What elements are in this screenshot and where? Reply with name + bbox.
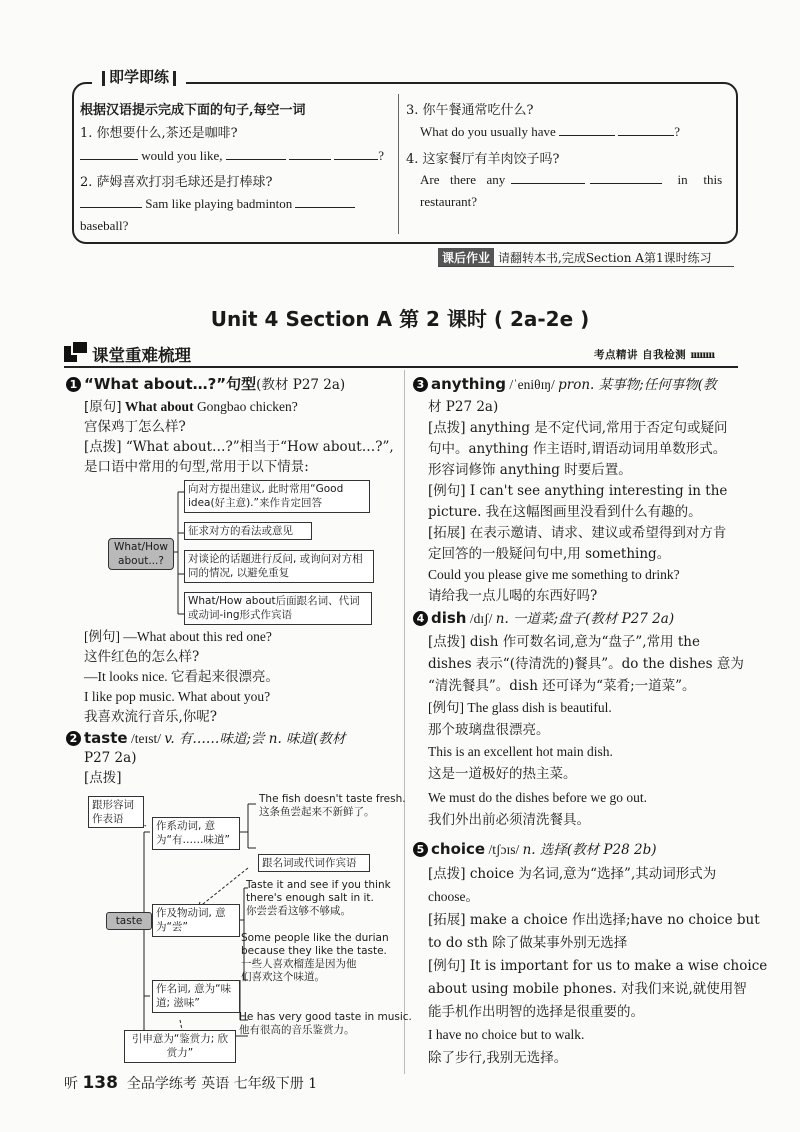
point-3-text: Could you please give me something to drink? — [428, 567, 680, 582]
point-5-heading: 5 choice /tʃɔɪs/ n. 选择(教材 P28 2b) — [413, 840, 656, 859]
point-5-text: to do sth 除了做某事外别无选择 — [428, 935, 628, 951]
answer-blank[interactable] — [334, 147, 378, 160]
point-1-example: I like pop music. What about you? — [84, 689, 271, 704]
diagram-2-box: 作名词, 意为“味道; 滋味” — [152, 980, 240, 1013]
point-1-example: —It looks nice. 它看起来很漂亮。 — [84, 669, 279, 684]
diagram-1-center: What/How about...? — [108, 538, 174, 570]
homework-banner — [438, 248, 712, 267]
point-3-ref: 材 P27 2a) — [428, 399, 499, 415]
column-divider — [404, 370, 405, 1074]
diagram-2-example: 他有很高的音乐鉴赏力。 — [239, 1024, 355, 1036]
answer-blank[interactable] — [226, 147, 286, 160]
point-1-text: 是口语中常用的句型,常用于以下情景: — [84, 459, 309, 475]
point-4-text: 这是一道极好的热主菜。 — [428, 766, 577, 782]
exercise-q1-zh: 1. 你想要什么,茶还是咖啡? — [80, 126, 238, 141]
section-rule — [64, 366, 738, 368]
point-4-text: [例句] The glass dish is beautiful. — [428, 700, 612, 715]
diagram-2-example: He has very good taste in music. — [239, 1011, 412, 1023]
point-3-text: 句中。anything 作主语时,谓语动词用单数形式。 — [428, 441, 727, 457]
diagram-2-example: The fish doesn't taste fresh. — [259, 793, 406, 805]
point-3-text: 定回答的一般疑问句中,用 something。 — [428, 546, 671, 562]
homework-underline — [438, 266, 734, 267]
point-1-text: [点拨] “What about…?”相当于“How about…?”, — [84, 439, 394, 455]
answer-blank[interactable] — [80, 195, 142, 208]
diagram-2-example: 这条鱼尝起来不新鲜了。 — [259, 806, 375, 818]
answer-blank[interactable] — [289, 147, 331, 160]
point-1-example: 我喜欢流行音乐,你呢? — [84, 709, 218, 725]
point-3-text: [点拨] anything 是不定代词,常用于否定句或疑问 — [428, 420, 728, 436]
diagram-2-example: Some people like the durian — [241, 932, 389, 944]
exercise-q2-en-cont: baseball? — [80, 218, 129, 233]
section-heading: 课堂重难梳理 — [92, 346, 191, 365]
diagram-2-example: Taste it and see if you think — [246, 879, 391, 891]
section-icon — [64, 341, 88, 362]
diagram-2-example: 一些人喜欢榴莲是因为他 — [241, 958, 357, 970]
point-5-text: I have no choice but to walk. — [428, 1027, 585, 1042]
point-2-ref: P27 2a) — [84, 750, 137, 766]
point-2-heading: 2 taste /teɪst/ v. 有……味道;尝 n. 味道(教材 — [66, 729, 345, 748]
exercise-instruction: 根据汉语提示完成下面的句子,每空一词 — [80, 103, 306, 118]
point-2-tag: [点拨] — [84, 770, 122, 786]
diagram-1-box: 对谈论的话题进行反问, 或询问对方相同的情况, 以避免重复 — [184, 550, 374, 583]
page-number: 138 — [82, 1073, 118, 1093]
point-5-text: [点拨] choice 为名词,意为“选择”,其动词形式为 — [428, 866, 717, 882]
point-5-text: [拓展] make a choice 作出选择;have no choice but — [428, 912, 760, 928]
unit-title: Unit 4 Section A 第 2 课时 ( 2a-2e ) — [210, 307, 590, 331]
point-1-text: 宫保鸡丁怎么样? — [84, 419, 186, 435]
exercise-q2-zh: 2. 萨姆喜欢打羽毛球还是打棒球? — [80, 175, 273, 190]
exercise-q4-en: Are there any in this — [420, 172, 723, 187]
point-5-text: about using mobile phones. 对我们来说,就使用智 — [428, 981, 747, 997]
point-3-text: [拓展] 在表示邀请、请求、建议或希望得到对方肯 — [428, 525, 727, 541]
point-1-original: [原句] What about Gongbao chicken? — [84, 399, 298, 415]
answer-blank[interactable] — [295, 195, 355, 208]
diagram-2-box: 跟形容词作表语 — [88, 796, 144, 828]
exercise-divider — [398, 94, 399, 234]
exercise-q3-zh: 3. 你午餐通常吃什么? — [406, 103, 534, 118]
point-4-text: “清洗餐具”。dish 还可译为“菜肴;一道菜”。 — [428, 678, 696, 694]
exercise-q4-zh: 4. 这家餐厅有羊肉饺子吗? — [406, 152, 560, 167]
diagram-1-box: What/How about后面跟名词、代词或动词-ing形式作宾语 — [184, 592, 372, 625]
point-4-heading: 4 dish /dɪʃ/ n. 一道菜;盘子(教材 P27 2a) — [413, 609, 674, 628]
diagram-2-example: there's enough salt in it. — [246, 892, 374, 904]
answer-blank[interactable] — [618, 123, 674, 136]
point-1-example: [例句] —What about this red one? — [84, 629, 272, 644]
point-3-text: 请给我一点儿喝的东西好吗? — [428, 588, 598, 604]
point-3-text: picture. 我在这幅图画里没看到什么有趣的。 — [428, 504, 702, 520]
exercise-q1-en: would you like, ? — [80, 147, 384, 164]
diagram-2-note: 跟名词或代词作宾语 — [258, 854, 370, 872]
point-5-text: 能手机作出明智的选择是很重要的。 — [428, 1004, 644, 1020]
answer-blank[interactable] — [511, 171, 585, 184]
point-4-text: We must do the dishes before we go out. — [428, 790, 647, 805]
point-5-text: [例句] It is important for us to make a wise choice — [428, 958, 768, 974]
diagram-2-box: 引申意为“鉴赏力; 欣赏力” — [124, 1030, 236, 1063]
diagram-2-center: taste — [106, 912, 152, 930]
point-4-text: This is an excellent hot main dish. — [428, 744, 613, 759]
point-1-example: 这件红色的怎么样? — [84, 649, 200, 665]
point-5-text: 除了步行,我别无选择。 — [428, 1050, 568, 1066]
exercise-title: 即学即练 — [92, 66, 186, 87]
point-5-text: choose。 — [428, 889, 479, 904]
diagram-1-box: 向对方提出建议, 此时常用“Good idea(好主意).”来作肯定回答 — [184, 480, 370, 513]
diagram-2-example: because they like the taste. — [241, 945, 387, 957]
diagram-2-box: 作系动词, 意为“有……味道” — [152, 817, 240, 850]
point-3-text: 形容词修饰 anything 时要后置。 — [428, 462, 632, 478]
diagram-2-box: 作及物动词, 意为“尝” — [152, 904, 240, 937]
exercise-q3-en: What do you usually have ? — [420, 124, 681, 139]
homework-badge: 课后作业 — [438, 248, 494, 267]
exercise-q2-en: Sam like playing badminton — [80, 195, 355, 212]
point-1-heading: 1 “What about…?”句型(教材 P27 2a) — [66, 375, 345, 394]
point-4-text: dishes 表示“(待清洗的)餐具”。do the dishes 意为 — [428, 656, 744, 672]
point-3-heading: 3 anything /ˈeniθɪŋ/ pron. 某事物;任何事物(教 — [413, 375, 716, 394]
diagram-2-example: 们喜欢这个味道。 — [241, 971, 325, 983]
point-4-text: 那个玻璃盘很漂亮。 — [428, 722, 550, 738]
point-4-text: [点拨] dish 作可数名词,意为“盘子”,常用 the — [428, 634, 700, 650]
answer-blank[interactable] — [590, 171, 662, 184]
point-3-text: [例句] I can't see anything interesting in the — [428, 483, 728, 499]
homework-text: 请翻转本书,完成Section A第1课时练习 — [498, 251, 712, 265]
exercise-q4-en-cont: restaurant? — [420, 194, 478, 209]
section-right-label: 考点精讲 自我检测 ıııııııı — [594, 349, 715, 361]
answer-blank[interactable] — [559, 123, 615, 136]
diagram-1-box: 征求对方的看法或意见 — [184, 522, 312, 540]
answer-blank[interactable] — [80, 147, 138, 160]
point-4-text: 我们外出前必须清洗餐具。 — [428, 812, 590, 828]
page-footer: 听 138 全品学练考 英语 七年级下册 1 — [64, 1073, 318, 1093]
diagram-2-example: 你尝尝看这够不够咸。 — [246, 905, 351, 917]
